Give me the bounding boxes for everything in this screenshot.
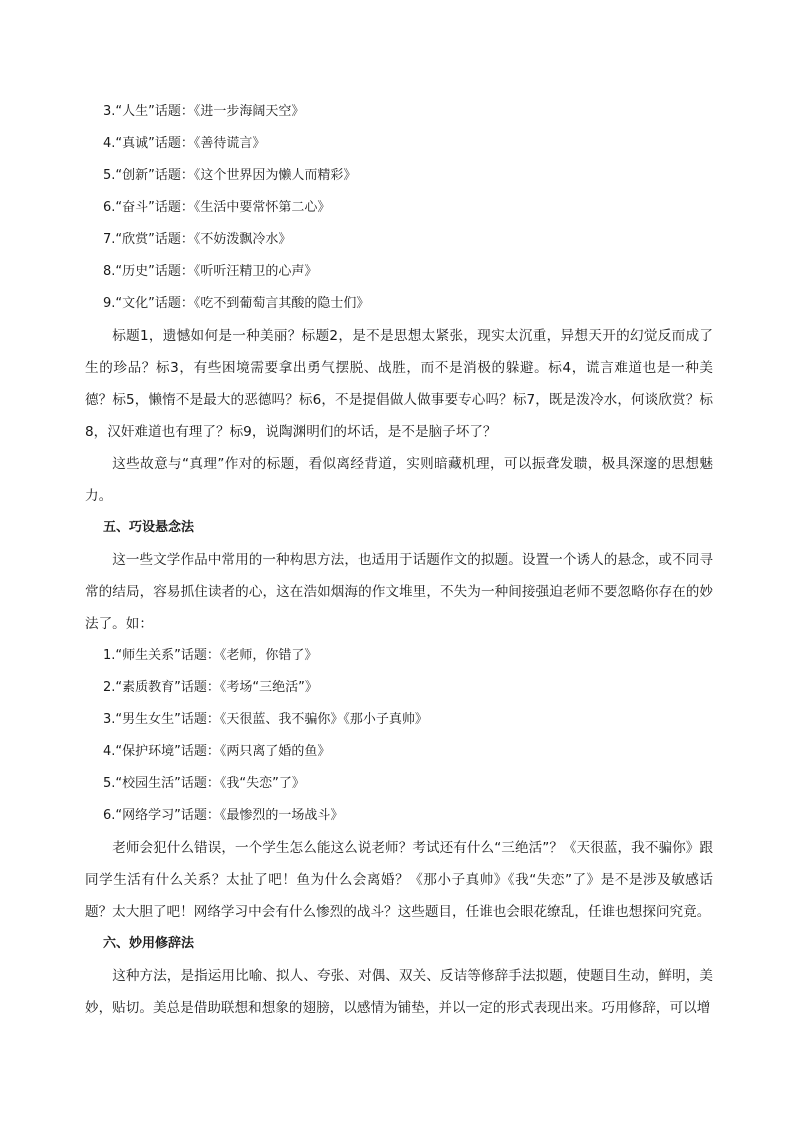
list-item: 6.“奋斗”话题：《生活中要常怀第二心》 [103, 200, 331, 215]
list-item: 4.“真诚”话题：《善待谎言》 [103, 136, 266, 151]
list-item: 6.“网络学习”话题：《最惨烈的一场战斗》 [103, 808, 344, 823]
document-body [85, 96, 713, 1024]
suspense-analysis-paragraph: 老师会犯什么错误，一个学生怎么能这么说老师？考试还有什么“三绝活”？《天很蓝，我不骗你》跟同学生活有什么关系？太扯了吧！鱼为什么会离婚？《那小子真帅》《我“失恋”了》是不是涉及敏感话题？太大胆了吧！网络学习中会有什么惨烈的战斗？这些题目，任谁也会眼花缭乱，任谁也想探问究竟。 [85, 840, 713, 920]
list-item: 5.“创新”话题：《这个世界因为懒人而精彩》 [103, 168, 357, 183]
list-item: 9.“文化”话题：《吃不到葡萄言其酸的隐士们》 [103, 296, 370, 311]
rhetoric-intro-paragraph: 这种方法，是指运用比喻、拟人、夸张、对偶、双关、反诘等修辞手法拟题，使题目生动，鲜明，美妙，贴切。美总是借助联想和想象的翅膀，以感情为铺垫，并以一定的形式表现出来。巧用修辞，可以增 [85, 968, 713, 1016]
section-heading-suspense: 五、巧设悬念法 [103, 520, 195, 535]
section-heading-rhetoric: 六、妙用修辞法 [103, 936, 195, 951]
topic-title-list [85, 96, 713, 320]
list-item: 7.“欣赏”话题：《不妨泼飘冷水》 [103, 232, 292, 247]
list-item: 1.“师生关系”话题：《老师，你错了》 [103, 648, 318, 663]
list-item: 3.“男生女生”话题：《天很蓝、我不骗你》《那小子真帅》 [103, 712, 428, 727]
suspense-intro-paragraph: 这一些文学作品中常用的一种构思方法，也适用于话题作文的拟题。设置一个诱人的悬念，或不同寻常的结局，容易抓住读者的心，这在浩如烟海的作文堆里，不失为一种间接强迫老师不要忽略你存在的妙法了。如： [85, 552, 713, 632]
list-item: 5.“校园生活”话题：《我“失恋”了》 [103, 776, 305, 791]
suspense-title-list [85, 640, 713, 832]
list-item: 8.“历史”话题：《听听汪精卫的心声》 [103, 264, 318, 279]
list-item: 2.“素质教育”话题：《考场“三绝活”》 [103, 680, 318, 695]
list-item: 4.“保护环境”话题：《两只离了婚的鱼》 [103, 744, 331, 759]
analysis-paragraph: 标题1，遗憾如何是一种美丽？标题2，是不是思想太紧张，现实太沉重，异想天开的幻觉反而成了生的珍品？标3，有些困境需要拿出勇气摆脱、战胜，而不是消极的躲避。标4，谎言难道也是一种美德？标5，懒惰不是最大的恶德吗？标6，不是提倡做人做事要专心吗？标7，既是泼冷水，何谈欣赏？标8，汉奸难道也有理了？标9，说陶渊明们的坏话，是不是脑子坏了？ [85, 328, 713, 440]
summary-paragraph: 这些故意与“真理”作对的标题，看似离经背道，实则暗藏机理，可以振聋发聩，极具深邃的思想魅力。 [85, 456, 713, 504]
list-item: 3.“人生”话题：《进一步海阔天空》 [103, 104, 305, 119]
